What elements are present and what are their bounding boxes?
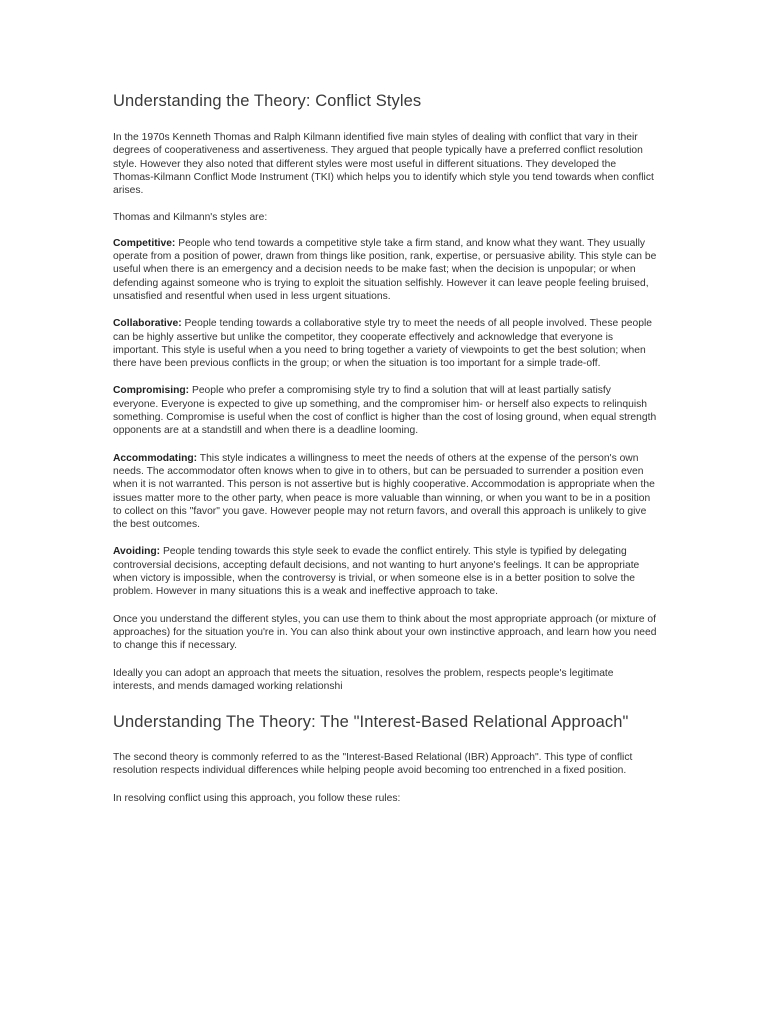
style-description: People who prefer a compromising style try to find a solution that will at least partially satisfy everyone. Everyone is expected to give up something, and the compromiser him- or herself also expects to relinquish something. Compromise is useful when the cost of conflict is higher than the cost of losing ground, when equal strength opponents are at a standstill and when there is a deadline looming.: [113, 385, 657, 437]
style-avoiding: [113, 545, 658, 598]
style-competitive: [113, 237, 658, 303]
ibr-paragraph-2: In resolving conflict using this approach, you follow these rules:: [113, 792, 401, 804]
style-term: Compromising:: [113, 385, 190, 397]
style-accommodating: [113, 452, 658, 532]
style-description: People tending towards a collaborative style try to meet the needs of all people involved. These people can be highly assertive but unlike the competitor, they cooperate effectively and acknowledge that everyone is important. This style is useful when a you need to bring together a variety of viewpoints to get the best solution; when there have been previous conflicts in the group; or when the situation is too important for a simple trade-off.: [113, 318, 653, 370]
document-page: [113, 92, 658, 819]
closing-paragraph-1: Once you understand the different styles, you can use them to think about the most appropriate approach (or mixture of approaches) for the situation you're in. You can also think about your own instinctive approach, and learn how you need to change this if necessary.: [113, 613, 657, 652]
style-term: Avoiding:: [113, 546, 161, 558]
style-term: Competitive:: [113, 237, 176, 249]
style-compromising: [113, 384, 658, 437]
style-description: People who tend towards a competitive style take a firm stand, and know what they want. They usually operate from a position of power, drawn from things like position, rank, expertise, or persuasive ability. This style can be useful when there is an emergency and a decision needs to be make fast; when the decision is unpopular; or when defending against someone who is trying to exploit the situation selfishly. However it can leave people feeling bruised, unsatisfied and resentful when used in less urgent situations.: [113, 237, 657, 302]
style-description: People tending towards this style seek to evade the conflict entirely. This style is typified by delegating controversial decisions, accepting default decisions, and not wanting to hurt anyone's feelings. It can be appropriate when victory is impossible, when the controversy is trivial, or when someone else is in a better position to solve the problem. However in many situations this is a weak and ineffective approach to take.: [113, 546, 640, 598]
ibr-paragraph-1: The second theory is commonly referred to as the "Interest-Based Relational (IBR) Approach". This type of conflict resolution respects individual differences while helping people avoid becoming too entrenched in a fixed position.: [113, 752, 633, 777]
style-collaborative: [113, 317, 658, 370]
styles-intro-paragraph: Thomas and Kilmann's styles are:: [113, 212, 268, 224]
style-term: Collaborative:: [113, 318, 182, 330]
section-heading-ibr-approach: Understanding The Theory: The "Interest-Based Relational Approach": [113, 713, 629, 732]
intro-paragraph: In the 1970s Kenneth Thomas and Ralph Kilmann identified five main styles of dealing with conflict that vary in their degrees of cooperativeness and assertiveness. They argued that people typically have a preferred conflict resolution style. However they also noted that different styles were most useful in different situations. They developed the Thomas-Kilmann Conflict Mode Instrument (TKI) which helps you to identify which style you tend towards when conflict arises.: [113, 132, 654, 197]
closing-paragraph-2: Ideally you can adopt an approach that meets the situation, resolves the problem, respects people's legitimate interests, and mends damaged working relationshi: [113, 667, 614, 692]
style-description: This style indicates a willingness to meet the needs of others at the expense of the person's own needs. The accommodator often knows when to give in to others, but can be persuaded to surrender a position even when it is not warranted. This person is not assertive but is highly cooperative. Accommodation is appropriate when the issues matter more to the other party, when peace is more valuable than winning, or when you want to be in a position to collect on this "favor" you gave. However people may not return favors, and overall this approach is unlikely to give the best outcomes.: [113, 452, 655, 531]
section-heading-conflict-styles: Understanding the Theory: Conflict Styles: [113, 92, 422, 110]
style-term: Accommodating:: [113, 452, 198, 464]
